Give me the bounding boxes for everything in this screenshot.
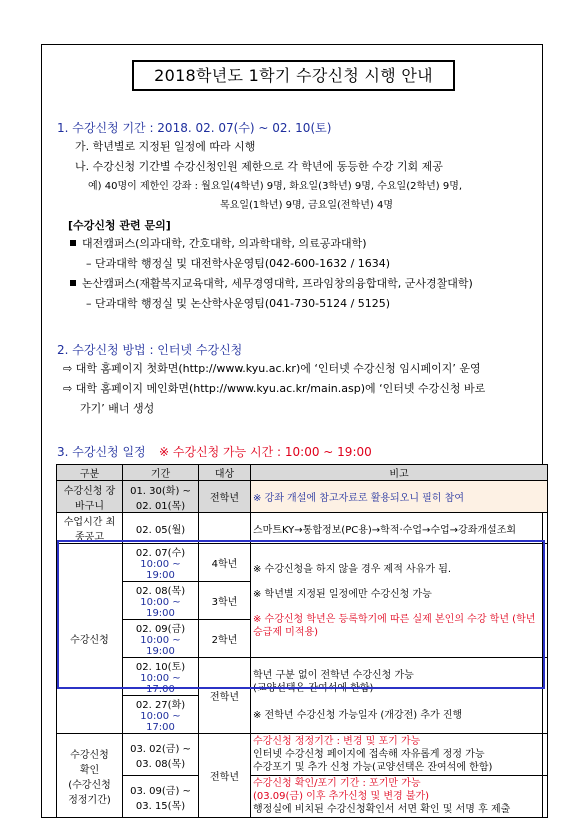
cell-category: 수강신청 장바구니	[57, 481, 123, 513]
header-note: 비고	[251, 465, 548, 481]
note-line: ※ 수강신청을 하지 않을 경우 제적 사유가 됨.	[253, 563, 452, 575]
bullet-icon	[70, 280, 76, 286]
cell-target: 4학년	[199, 544, 251, 582]
cell-period	[123, 544, 199, 582]
header-period: 기간	[123, 465, 199, 481]
cell-target: 3학년	[199, 582, 251, 620]
note-line: 수강신청 정정기간 : 변경 및 포기 가능	[253, 736, 421, 747]
note-line: 학년 구분 없이 전학년 수강신청 가능	[253, 670, 414, 681]
cell-target: 전학년	[199, 658, 251, 734]
header-target: 대상	[199, 465, 251, 481]
period-time: 10:00 ~ 19:00	[140, 597, 181, 619]
cell-period	[123, 582, 199, 620]
table-row	[57, 776, 548, 818]
cell-period: 01. 30(화) ~ 02. 01(목)	[123, 481, 199, 513]
category-line: 정정기간)	[68, 794, 111, 806]
cell-target: 전학년	[199, 734, 251, 818]
nonsan-contact: – 단과대학 행정실 및 논산학사운영팀(041-730-5124 / 5125)	[86, 297, 391, 310]
category-line: 확인	[79, 764, 100, 776]
category-line: (수강신청	[68, 779, 111, 791]
s1-example-1: 예) 40명이 제한인 강좌 : 월요일(4학년) 9명, 화요일(3학년) 9명, 수요일(2학년) 9명,	[88, 181, 463, 192]
cell-note	[251, 658, 548, 734]
cell-target: 2학년	[199, 620, 251, 658]
table-row	[57, 481, 548, 513]
cell-period	[123, 658, 199, 696]
note-line: ※ 수강신청 학년은 등록학기에 따른 실제 본인의 수강 학년 (학년 승급제 미적용)	[253, 613, 536, 638]
schedule-table	[56, 464, 548, 818]
cell-note	[251, 544, 548, 658]
cell-category: 수강신청	[57, 544, 123, 734]
s2-method-1: ⇨ 대학 홈페이지 첫화면(http://www.kyu.ac.kr)에 ‘인터넷 수강신청 임시페이지’ 운영	[63, 362, 481, 375]
table-row	[57, 544, 548, 582]
period-date: 02. 27(화)	[135, 700, 186, 711]
daejeon-contact: – 단과대학 행정실 및 대전학사운영팀(042-600-1632 / 1634)	[86, 257, 391, 270]
period-date: 02. 08(목)	[135, 586, 186, 597]
cell-period	[123, 696, 199, 734]
page-title: 2018학년도 1학기 수강신청 시행 안내	[132, 60, 455, 91]
cell-period: 03. 09(금) ~ 03. 15(목)	[123, 776, 199, 818]
cell-category: 수업시간 최종공고	[57, 513, 123, 544]
table-header-row	[57, 465, 548, 481]
header-category: 구분	[57, 465, 123, 481]
period-time: 10:00 ~ 17:00	[140, 673, 181, 695]
note-line: 수강포기 및 추가 신청 가능(교양선택은 잔여석에 한함)	[253, 762, 493, 773]
nonsan-campus	[70, 277, 473, 291]
note-line: ※ 학년별 지정된 일정에만 수강신청 가능	[253, 588, 432, 600]
note-line: 수강신청 확인/포기 기간 : 포기만 가능	[253, 778, 421, 789]
note-line: (03.09(금) 이후 추가신청 및 변경 불가)	[253, 791, 430, 802]
cell-period: 03. 02(금) ~ 03. 08(목)	[123, 734, 199, 776]
time-notice: ※ 수강신청 가능 시간 : 10:00 ~ 19:00	[159, 445, 372, 459]
table-row	[57, 734, 548, 776]
cell-note: ※ 강좌 개설에 참고자료로 활용되오니 필히 참여	[251, 481, 548, 513]
s1-item-na: 나. 수강신청 기간별 수강신청인원 제한으로 각 학년에 동등한 수강 기회 제공	[75, 160, 443, 173]
nonsan-campus-text: 논산캠퍼스(재활복지교육대학, 세무경영대학, 프라임창의융합대학, 군사경찰대학)	[82, 277, 473, 290]
bullet-icon	[70, 240, 76, 246]
period-date: 02. 07(수)	[135, 548, 186, 559]
section-2-heading: 2. 수강신청 방법 : 인터넷 수강신청	[57, 343, 243, 357]
note-line: 행정실에 비치된 수강신청확인서 서면 확인 및 서명 후 제출	[253, 804, 511, 815]
s2-method-2a: ⇨ 대학 홈페이지 메인화면(http://www.kyu.ac.kr/main.asp)에 ‘인터넷 수강신청 바로	[63, 382, 486, 395]
period-time: 10:00 ~ 19:00	[140, 559, 181, 581]
daejeon-campus	[70, 237, 367, 251]
s2-method-2b: 가기’ 배너 생성	[80, 402, 155, 415]
category-line: 수강신청	[70, 749, 109, 761]
period-date: 02. 10(토)	[135, 662, 186, 673]
table-row	[57, 658, 548, 696]
note-line: 인터넷 수강신청 페이지에 접속해 자유롭게 정정 가능	[253, 749, 485, 760]
note-line: (교양선택은 잔여석에 한함)	[253, 683, 374, 694]
daejeon-campus-text: 대전캠퍼스(의과대학, 간호대학, 의과학대학, 의료공과대학)	[82, 237, 367, 250]
cell-note: 스마트KY→통합정보(PC용)→학적·수업→수업→강좌개설조회	[251, 513, 548, 544]
s1-item-ga: 가. 학년별로 지정된 일정에 따라 시행	[75, 140, 256, 153]
table-row	[57, 513, 548, 544]
cell-target: 전학년	[199, 481, 251, 513]
period-time: 10:00 ~ 17:00	[140, 711, 181, 733]
section-3-heading: 3. 수강신청 일정	[57, 445, 146, 459]
period-time: 10:00 ~ 19:00	[140, 635, 181, 657]
inquiry-heading: [수강신청 관련 문의]	[68, 219, 171, 232]
cell-category	[57, 734, 123, 818]
section-1-heading: 1. 수강신청 기간 : 2018. 02. 07(수) ~ 02. 10(토)	[57, 121, 332, 135]
cell-note	[251, 734, 548, 776]
period-date: 02. 09(금)	[135, 624, 186, 635]
note-line: ※ 전학년 수강신청 가능일자 (개강전) 추가 진행	[253, 710, 463, 721]
cell-period	[123, 620, 199, 658]
cell-target	[199, 513, 251, 544]
cell-note	[251, 776, 548, 818]
s1-example-2: 목요일(1학년) 9명, 금요일(전학년) 4명	[220, 200, 393, 211]
cell-period: 02. 05(월)	[123, 513, 199, 544]
